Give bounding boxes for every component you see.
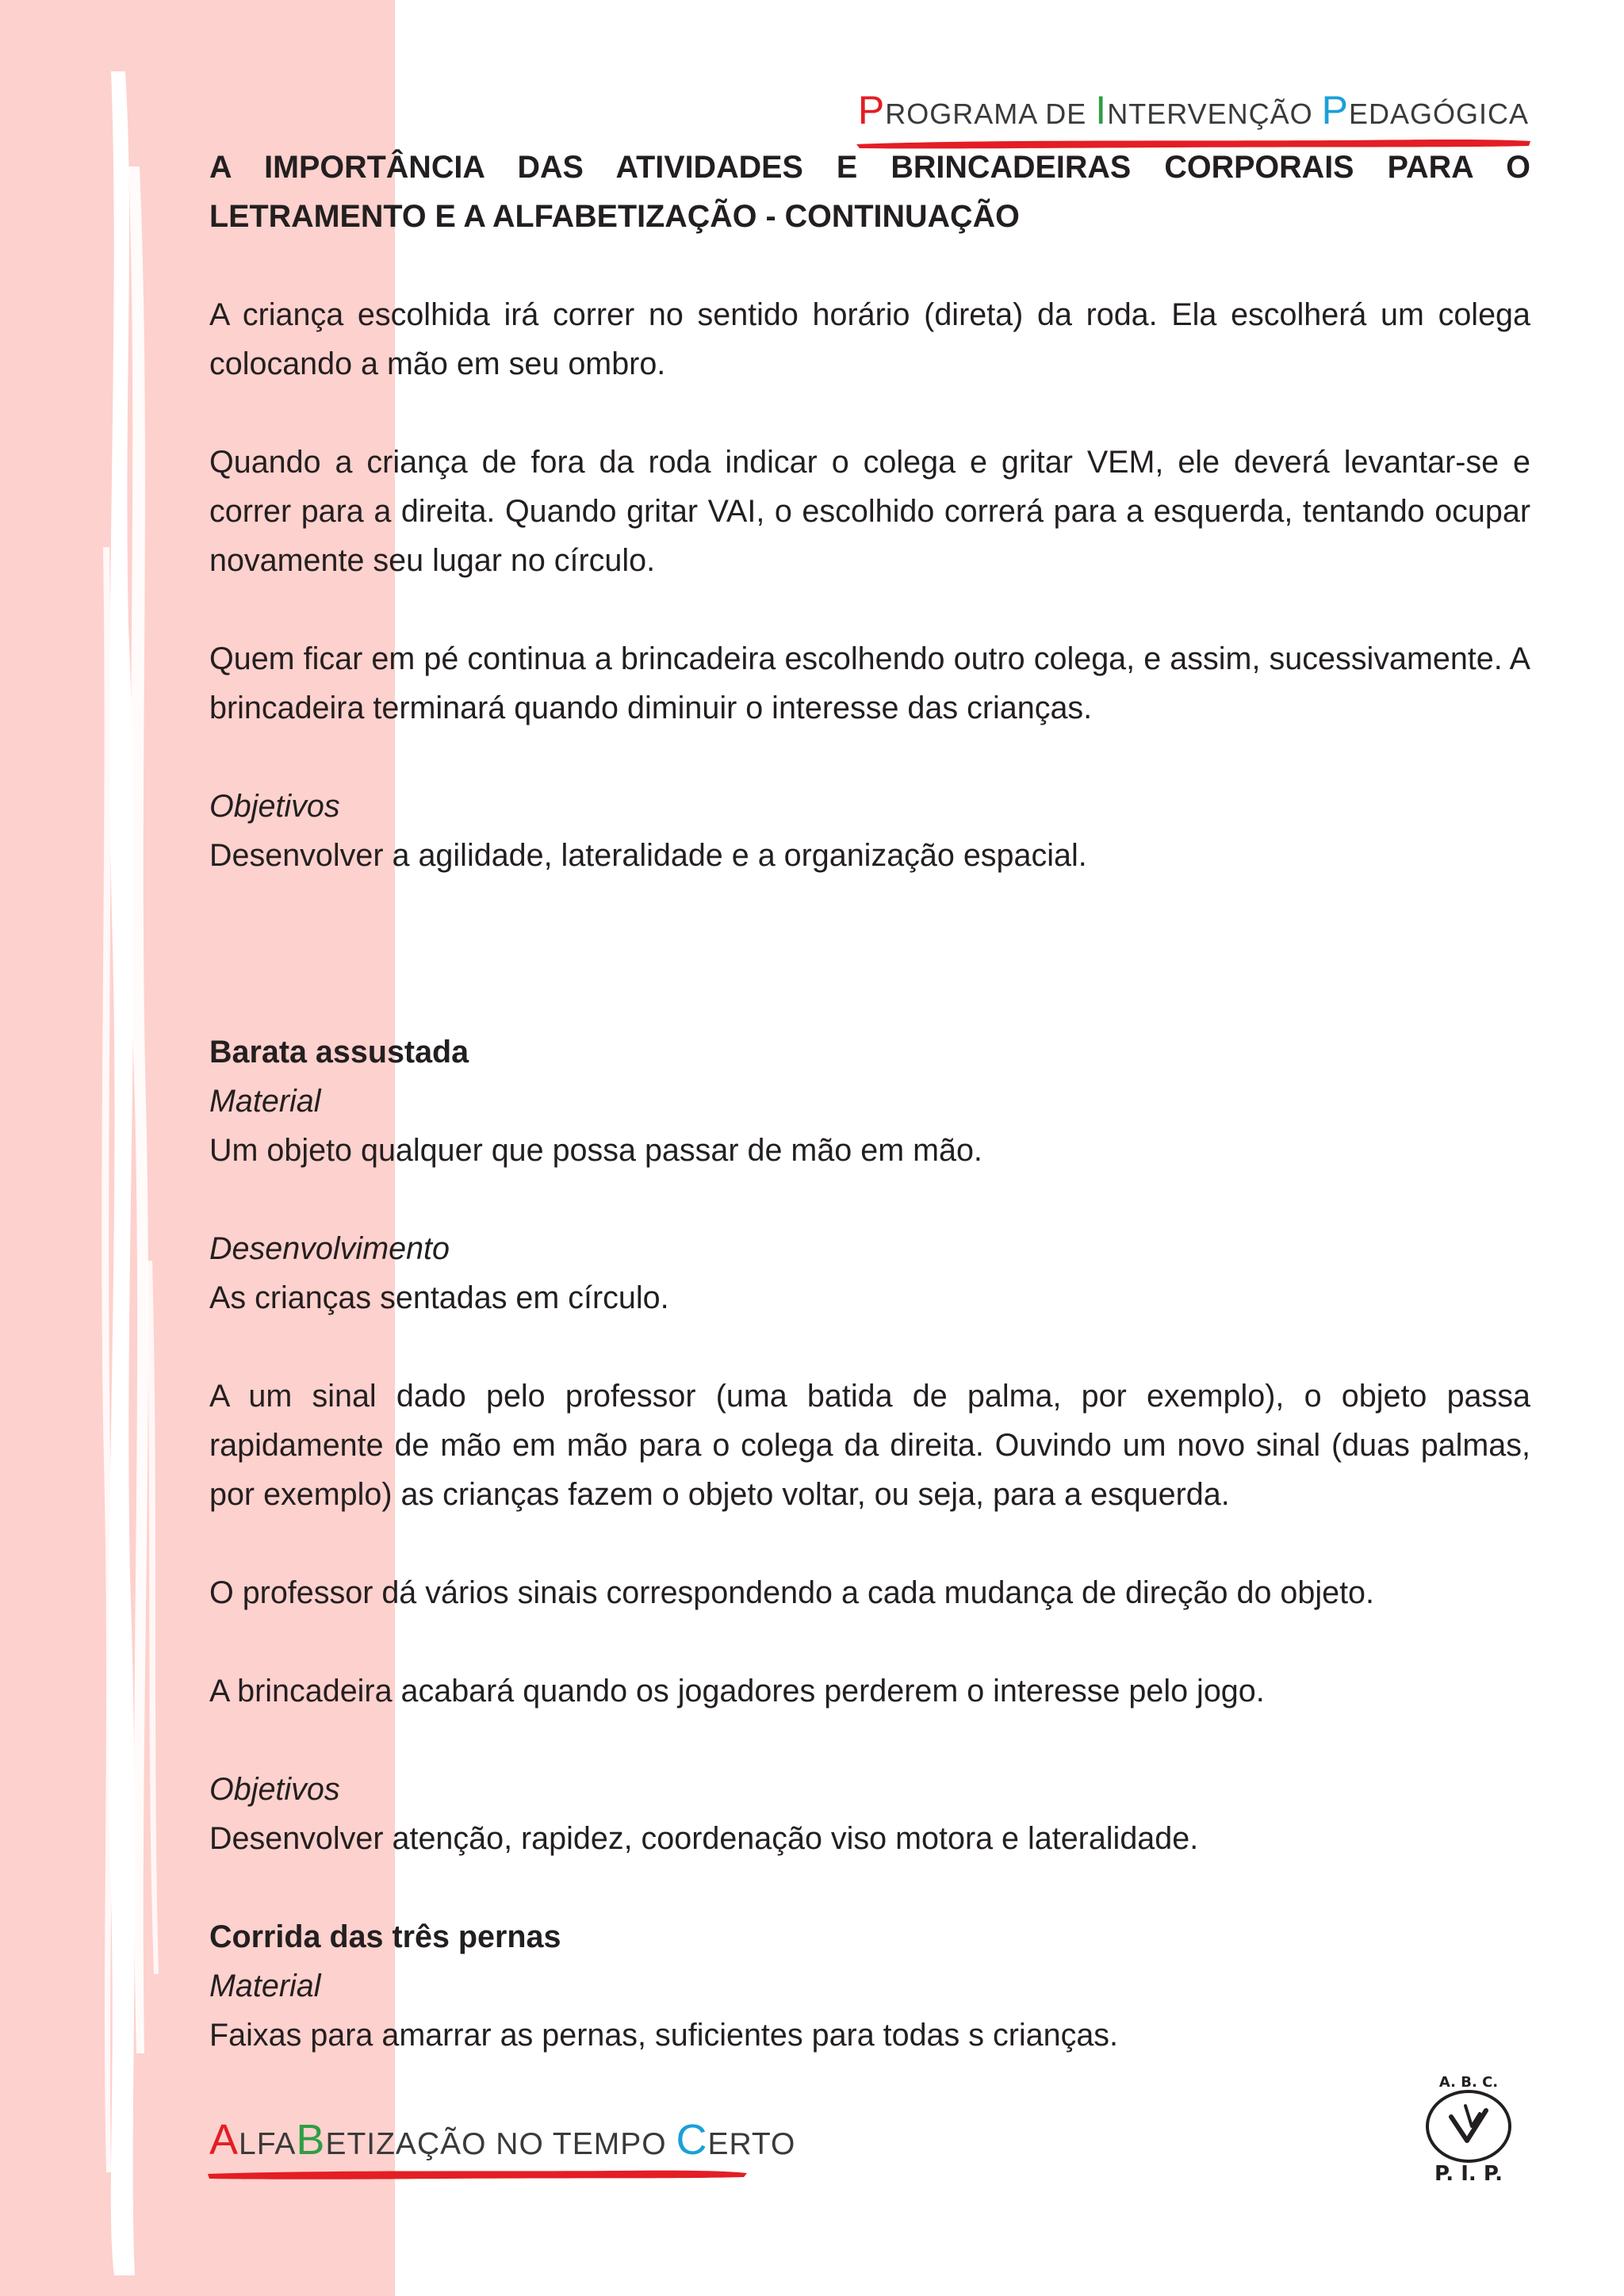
paragraph: A criança escolhida irá correr no sentido horário (direta) da roda. Ela escolherá um colega colocando a mão em seu ombro. <box>209 297 1530 381</box>
footer-title <box>209 2115 795 2164</box>
page-content <box>209 143 1530 2060</box>
section-heading: A IMPORTÂNCIA DAS ATIVIDADES E BRINCADEIRAS CORPORAIS PARA O LETRAMENTO E A ALFABETIZAÇÃO - CONTINUAÇÃO <box>209 150 1530 234</box>
activity-title: Barata assustada <box>209 1035 469 1070</box>
paragraph: Faixas para amarrar as pernas, suficientes para todas s crianças. <box>209 2018 1119 2053</box>
footer-part: ETIZAÇÃO NO TEMPO <box>325 2127 676 2161</box>
header-part: ROGRAMA DE <box>885 98 1096 130</box>
paragraph: Quem ficar em pé continua a brincadeira escolhendo outro colega, e assim, sucessivamente. A brincadeira terminará quando diminuir o interesse das crianças. <box>209 641 1530 725</box>
seal-bottom-letters: P. I. P. <box>1434 2162 1503 2186</box>
subheading-italic: Material <box>209 1969 321 2003</box>
footer-part: LFA <box>239 2127 297 2161</box>
paragraph: A um sinal dado pelo professor (uma batida de palma, por exemplo), o objeto passa rapidamente de mão em mão para o colega da direita. Ouvindo um novo sinal (duas palmas, por exemplo) as crianças fazem o objeto voltar, ou seja, para a esquerda. <box>209 1379 1530 1512</box>
paragraph: Um objeto qualquer que possa passar de mão em mão. <box>209 1133 982 1168</box>
footer-part: C <box>676 2116 708 2164</box>
body-blocks <box>209 290 1530 2060</box>
footer-part: ERTO <box>707 2127 796 2161</box>
paragraph: A brincadeira acabará quando os jogadores perderem o interesse pelo jogo. <box>209 1674 1265 1709</box>
activity-title: Corrida das três pernas <box>209 1919 561 1954</box>
header-part: I <box>1095 88 1108 132</box>
header-part: NTERVENÇÃO <box>1107 98 1322 130</box>
footer-underline <box>208 2168 747 2182</box>
footer-part: A <box>209 2116 239 2164</box>
pip-seal-logo <box>1397 2061 1540 2188</box>
subheading-italic: Material <box>209 1084 321 1119</box>
footer-part: B <box>296 2116 326 2164</box>
header-part: P <box>857 88 886 132</box>
header-part: EDAGÓGICA <box>1348 98 1529 130</box>
subheading-italic: Objetivos <box>209 789 340 824</box>
paragraph: As crianças sentadas em círculo. <box>209 1280 669 1315</box>
white-brush-stroke <box>79 71 198 2275</box>
paragraph: Quando a criança de fora da roda indicar o colega e gritar VEM, ele deverá levantar-se e correr para a direita. Quando gritar VAI, o escolhido correrá para a esquerda, tentando ocupar novamente seu lugar no círculo. <box>209 445 1530 578</box>
paragraph: Desenvolver atenção, rapidez, coordenação viso motora e lateralidade. <box>209 1821 1199 1856</box>
header-title <box>858 87 1529 133</box>
header-part: P <box>1321 88 1349 132</box>
subheading-italic: Desenvolvimento <box>209 1231 450 1266</box>
subheading-italic: Objetivos <box>209 1772 340 1807</box>
paragraph: Desenvolver a agilidade, lateralidade e a organização espacial. <box>209 838 1087 873</box>
paragraph: O professor dá vários sinais correspondendo a cada mudança de direção do objeto. <box>209 1575 1374 1610</box>
seal-top-letters: A. B. C. <box>1438 2074 1499 2091</box>
